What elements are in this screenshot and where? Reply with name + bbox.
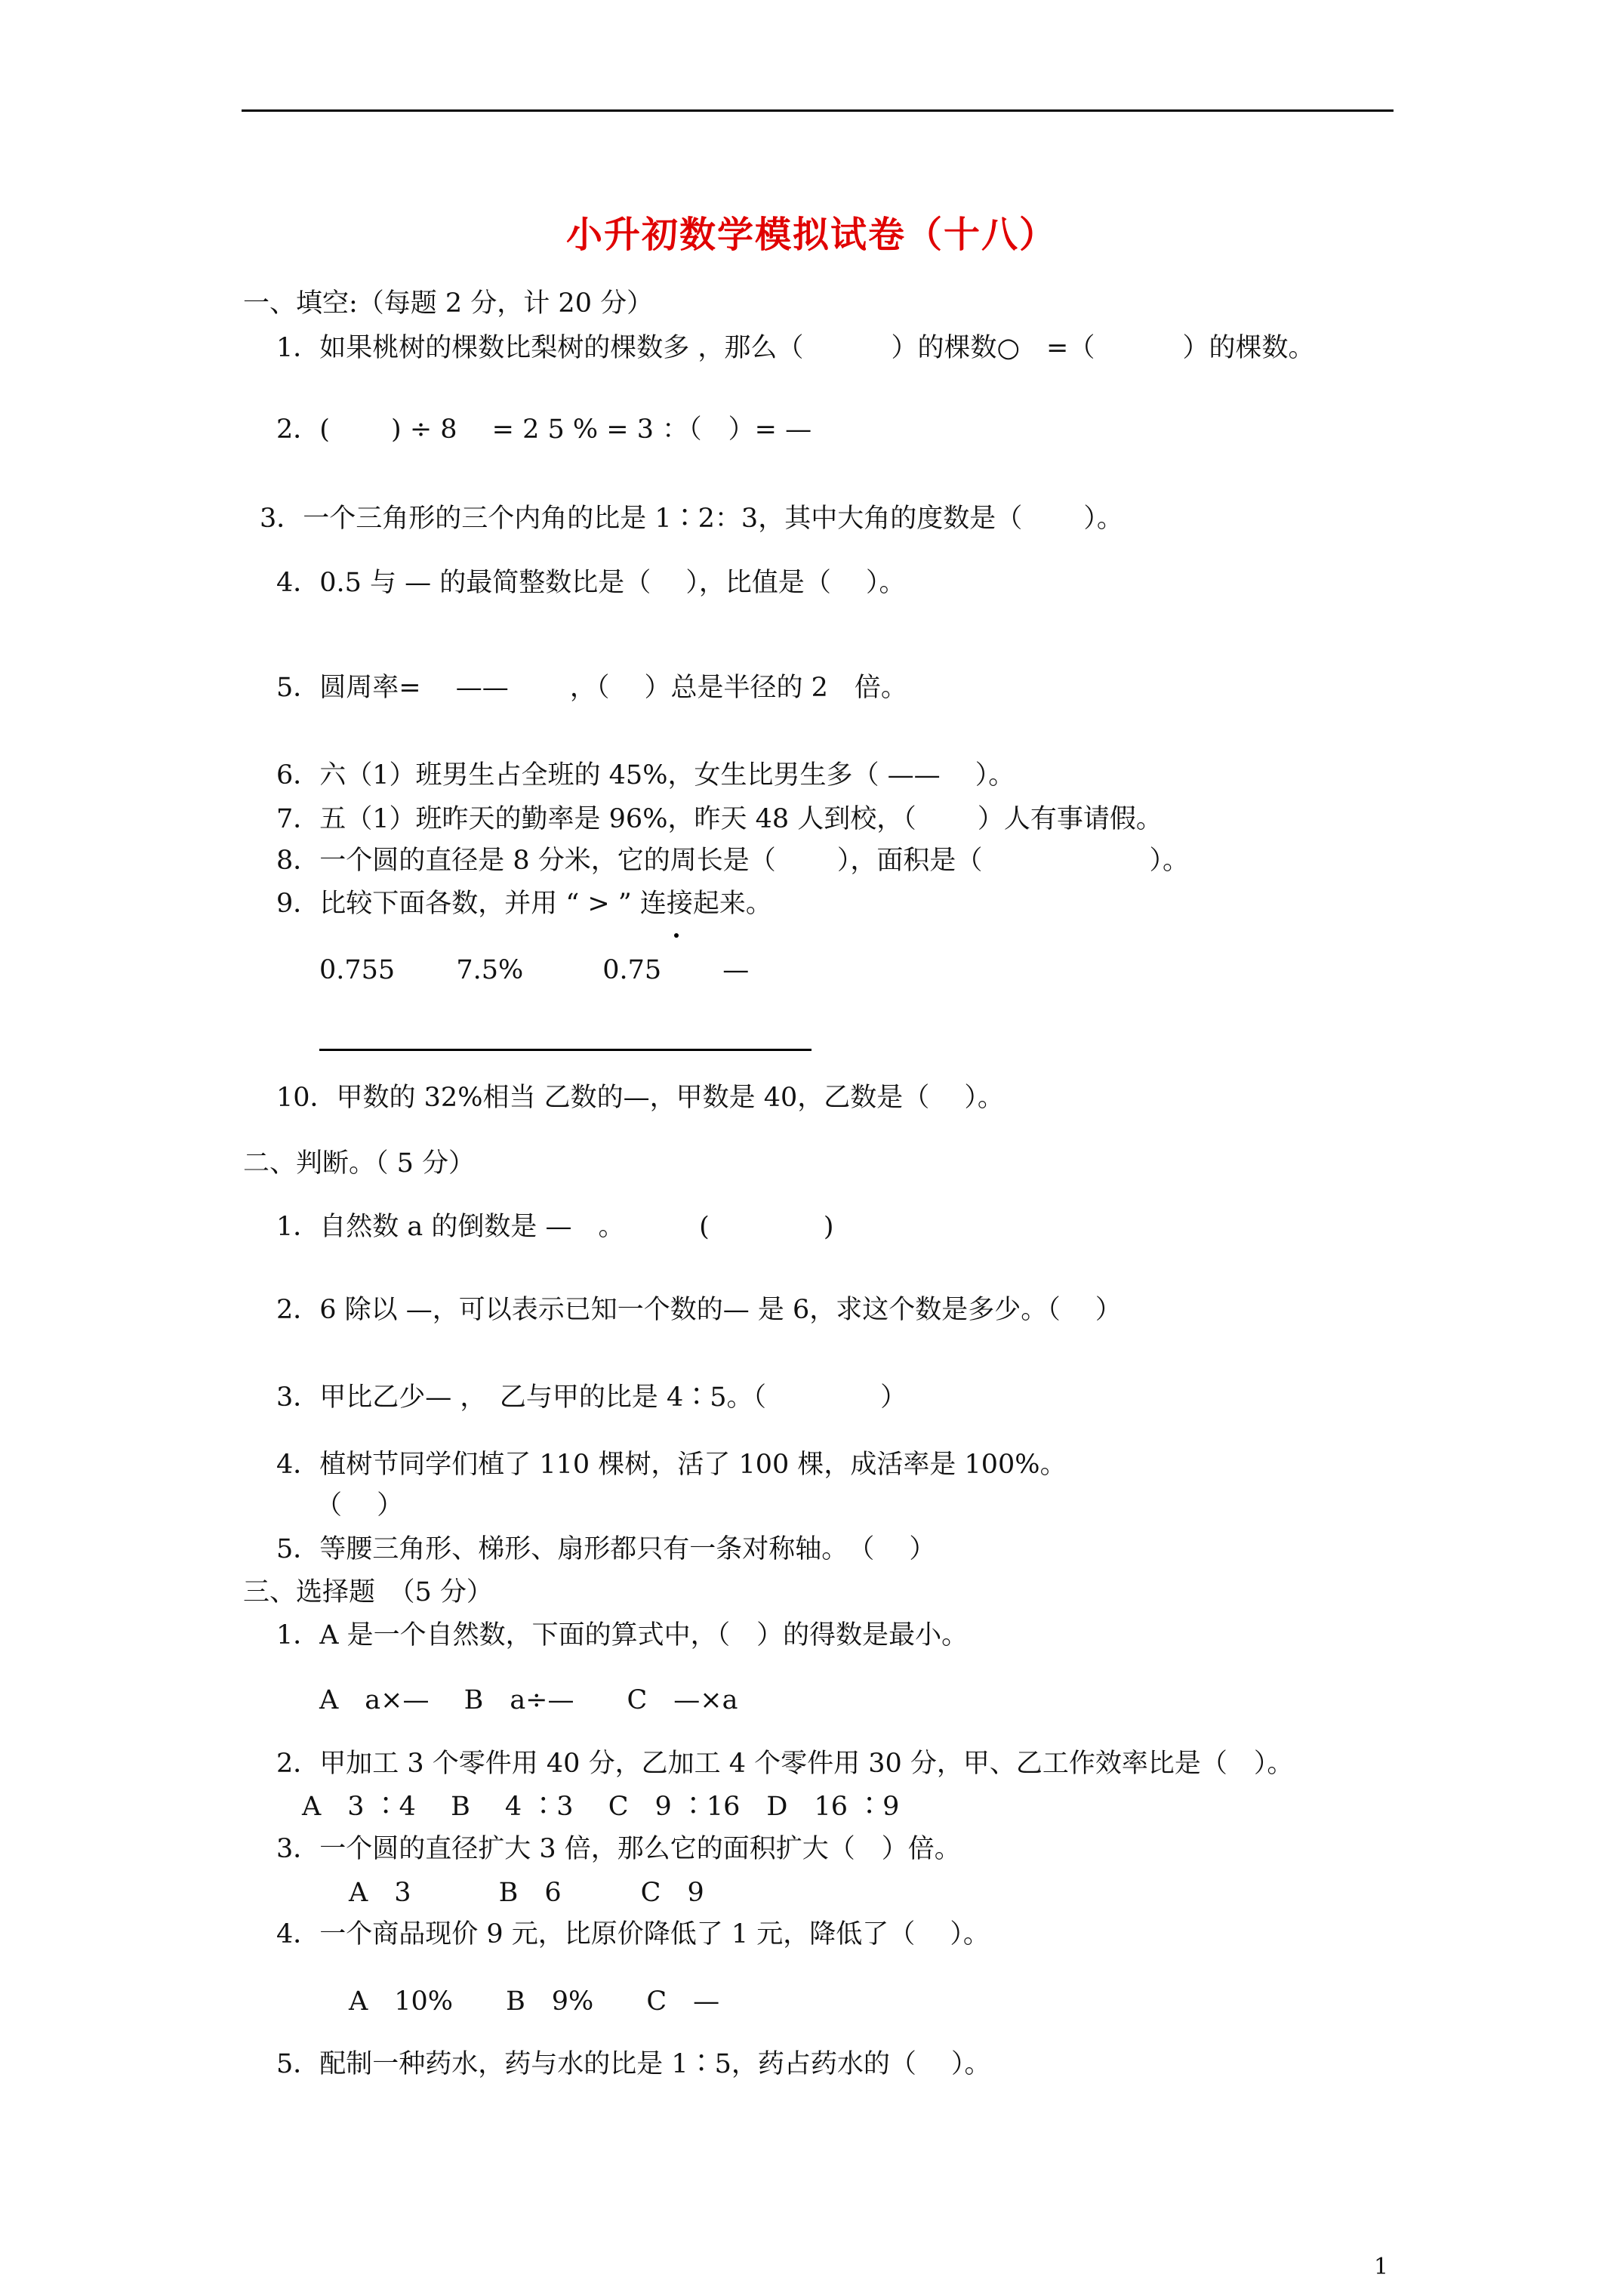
s3-question-3: 3．一个圆的直径扩大 3 倍，那么它的面积扩大（ ）倍。 (276, 1834, 961, 1864)
section-2-heading: 二、判断。（ 5 分） (243, 1148, 476, 1179)
section-3-heading: 三、选择题 （5 分） (243, 1577, 493, 1607)
section-1-heading: 一、填空:（每题 2 分，计 20 分） (243, 288, 654, 319)
s2-question-5: 5．等腰三角形、梯形、扇形都只有一条对称轴。 （ ） (276, 1534, 936, 1564)
s3-question-2: 2．甲加工 3 个零件用 40 分，乙加工 4 个零件用 30 分，甲、乙工作效率比是（ ）。 (276, 1749, 1294, 1779)
s1-question-9-values: 0.755 7.5% 0.75 — (319, 955, 750, 985)
page-title: 小升初数学模拟试卷（十八） (565, 214, 1057, 256)
s3-question-4: 4．一个商品现价 9 元，比原价降低了 1 元，降低了（ ）。 (276, 1919, 990, 1949)
s1-question-6: 6．六（1）班男生占全班的 45%，女生比男生多（ —— ）。 (276, 760, 1015, 791)
s2-question-4: 4．植树节同学们植了 110 棵树，活了 100 棵，成活率是 100%。 (276, 1450, 1067, 1480)
s2-question-2: 2．6 除以 —，可以表示已知一个数的— 是 6，求这个数是多少。（ ） (276, 1295, 1122, 1325)
s1-question-1: 1．如果桃树的棵数比梨树的棵数多 ，那么（ ）的棵数○ =（ ）的棵数。 (276, 333, 1315, 363)
s3-question-1: 1．A 是一个自然数，下面的算式中，（ ）的得数是最小。 (276, 1620, 969, 1650)
header-rule (242, 109, 1394, 112)
s1-question-4: 4．0.5 与 — 的最简整数比是（ ），比值是（ ）。 (276, 568, 906, 598)
page-number: 1 (1374, 2254, 1389, 2280)
s1-question-3: 3．一个三角形的三个内角的比是 1∶2：3，其中大角的度数是（ ）。 (260, 504, 1123, 534)
s3-question-2-options: A 3 ∶4 B 4 ∶3 C 9 ∶16 D 16 ∶9 (302, 1792, 900, 1822)
s1-question-9: 9．比较下面各数，并用 “ > ” 连接起来。 (276, 889, 772, 919)
s1-question-8: 8．一个圆的直径是 8 分米，它的周长是（ ），面积是（ ）。 (276, 846, 1190, 876)
s3-question-1-options: A a×— B a÷— C —×a (319, 1685, 738, 1715)
s3-question-5: 5．配制一种药水，药与水的比是 1∶5，药占药水的（ ）。 (276, 2049, 991, 2079)
s2-question-3: 3．甲比乙少— ， 乙与甲的比是 4∶5。（ ） (276, 1382, 907, 1413)
s2-question-1: 1．自然数 a 的倒数是 — 。 ( ) (276, 1212, 834, 1242)
s1-question-2: 2．( ) ÷ 8 = 2 5 % = 3 ：（ ）= — (276, 415, 812, 445)
s1-question-10: 10．甲数的 32%相当 乙数的—，甲数是 40，乙数是（ ）。 (276, 1083, 1004, 1113)
s3-question-3-options: A 3 B 6 C 9 (349, 1878, 704, 1908)
s1-question-5: 5．圆周率= —— ，（ ）总是半径的 2 倍。 (276, 673, 907, 703)
s3-question-4-options: A 10% B 9% C — (349, 1986, 720, 2017)
s2-question-4-paren: （ ） (316, 1490, 404, 1521)
s1-question-7: 7．五（1）班昨天的勤率是 96%，昨天 48 人到校，（ ）人有事请假。 (276, 804, 1163, 834)
answer-blank-line (319, 1049, 812, 1051)
repeating-decimal-dot (674, 933, 679, 938)
